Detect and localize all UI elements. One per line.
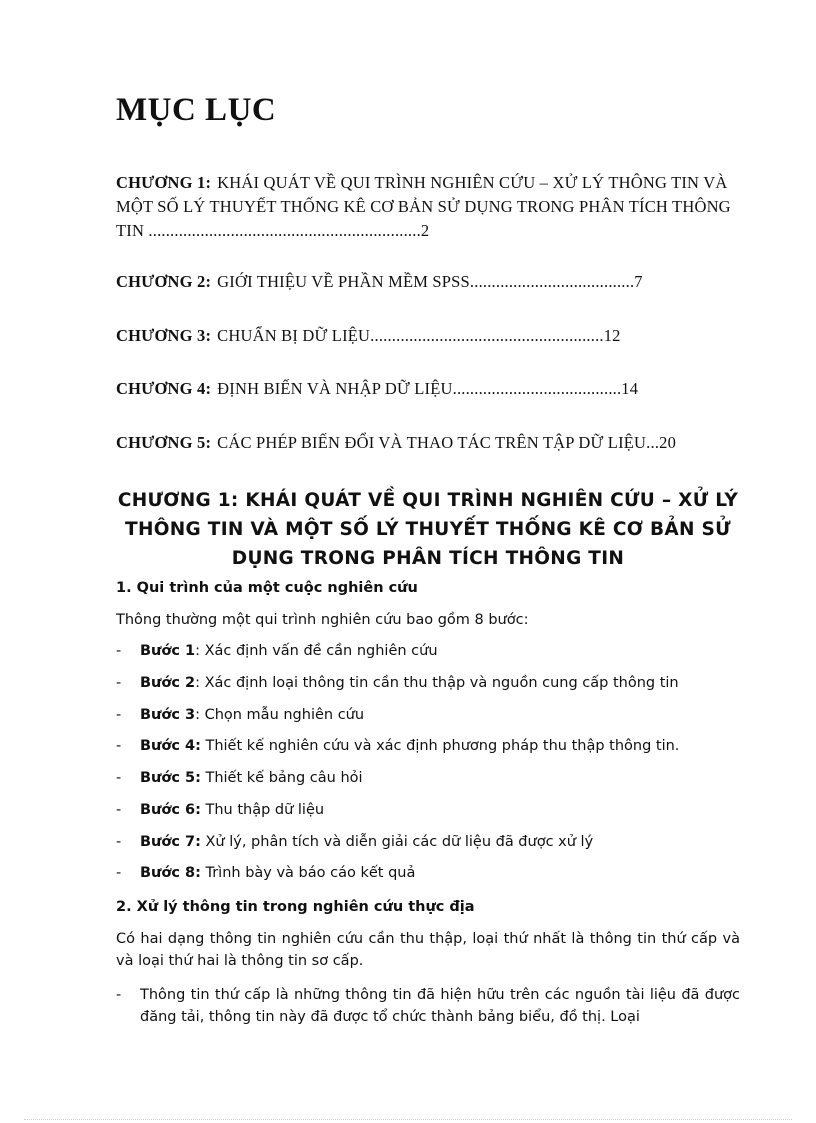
dash-bullet: - — [116, 834, 122, 850]
step-text: Thiết kế bảng câu hỏi — [200, 770, 363, 786]
toc-entry-text: CHUẨN BỊ DỮ LIỆU......................................................12 — [217, 326, 621, 345]
toc-entry-chapter: CHƯƠNG 5: — [116, 433, 212, 452]
section-heading-1: 1. Qui trình của một cuộc nghiên cứu — [116, 580, 418, 596]
toc-entry-chapter: CHƯƠNG 4: — [116, 379, 212, 398]
toc-entry-text: CÁC PHÉP BIẾN ĐỔI VÀ THAO TÁC TRÊN TẬP DỮ LIỆU...20 — [217, 433, 677, 452]
step-label: Bước 6: — [140, 802, 201, 818]
step-label: Bước 7: — [140, 834, 201, 850]
toc-entry-text: GIỚI THIỆU VỀ PHẦN MỀM SPSS......................................7 — [217, 272, 643, 291]
step-label: Bước 5: — [140, 770, 201, 786]
chapter-heading: CHƯƠNG 1: KHÁI QUÁT VỀ QUI TRÌNH NGHIÊN CỨU – XỬ LÝ THÔNG TIN VÀ MỘT SỐ LÝ THUYẾT THỐNG KÊ CƠ BẢN SỬ DỤNG TRONG PHÂN TÍCH THÔNG TIN — [117, 490, 739, 569]
toc-entry-chapter: CHƯƠNG 1: — [116, 173, 212, 192]
toc-entry-text: KHÁI QUÁT VỀ QUI TRÌNH NGHIÊN CỨU – XỬ LÝ THÔNG TIN VÀ MỘT SỐ LÝ THUYẾT THỐNG KÊ CƠ BẢN SỬ DỤNG TRONG PHÂN TÍCH THÔNG TIN ...............................................................2 — [116, 173, 731, 240]
dash-bullet: - — [116, 865, 122, 881]
step-text: : Xác định vấn đề cần nghiên cứu — [195, 643, 438, 659]
dash-bullet: - — [116, 770, 122, 786]
dash-bullet: - — [116, 802, 122, 818]
dash-bullet: - — [116, 707, 122, 723]
dash-bullet: - — [116, 738, 122, 754]
step-label: Bước 2 — [140, 675, 196, 691]
step-text: Trình bày và báo cáo kết quả — [200, 865, 416, 881]
toc-entry-chapter: CHƯƠNG 2: — [116, 272, 212, 291]
step-label: Bước 8: — [140, 865, 201, 881]
section-paragraph: Có hai dạng thông tin nghiên cứu cần thu thập, loại thứ nhất là thông tin thứ cấp và và loại thứ hai là thông tin sơ cấp. — [116, 931, 740, 969]
toc-entry-1[interactable] — [116, 171, 736, 243]
toc-entry-3[interactable] — [116, 324, 736, 348]
step-label: Bước 1 — [140, 643, 196, 659]
toc-entry-2[interactable] — [116, 270, 736, 294]
toc-entry-chapter: CHƯƠNG 3: — [116, 326, 212, 345]
step-text: : Xác định loại thông tin cần thu thập và nguồn cung cấp thông tin — [195, 675, 679, 691]
step-text: Thu thập dữ liệu — [200, 802, 325, 818]
step-text: : Chọn mẫu nghiên cứu — [195, 707, 365, 723]
section-heading-2: 2. Xử lý thông tin trong nghiên cứu thực địa — [116, 899, 475, 915]
toc-entry-5[interactable] — [116, 431, 736, 455]
page-bottom-divider — [24, 1119, 792, 1120]
step-label: Bước 4: — [140, 738, 201, 754]
dash-bullet: - — [116, 987, 122, 1003]
toc-entry-text: ĐỊNH BIẾN VÀ NHẬP DỮ LIỆU.......................................14 — [217, 379, 639, 398]
dash-bullet: - — [116, 643, 122, 659]
step-text: Thiết kế nghiên cứu và xác định phương pháp thu thập thông tin. — [200, 738, 680, 754]
dash-bullet: - — [116, 675, 122, 691]
toc-entry-4[interactable] — [116, 377, 736, 401]
bullet-text: Thông tin thứ cấp là những thông tin đã hiện hữu trên các nguồn tài liệu đã được đăng tải, thông tin này đã được tổ chức thành bảng biểu, đồ thị. Loại — [140, 987, 740, 1025]
section-intro: Thông thường một qui trình nghiên cứu bao gồm 8 bước: — [116, 612, 529, 628]
toc-title: MỤC LỤC — [116, 92, 277, 128]
step-label: Bước 3 — [140, 707, 196, 723]
step-text: Xử lý, phân tích và diễn giải các dữ liệu đã được xử lý — [200, 834, 594, 850]
